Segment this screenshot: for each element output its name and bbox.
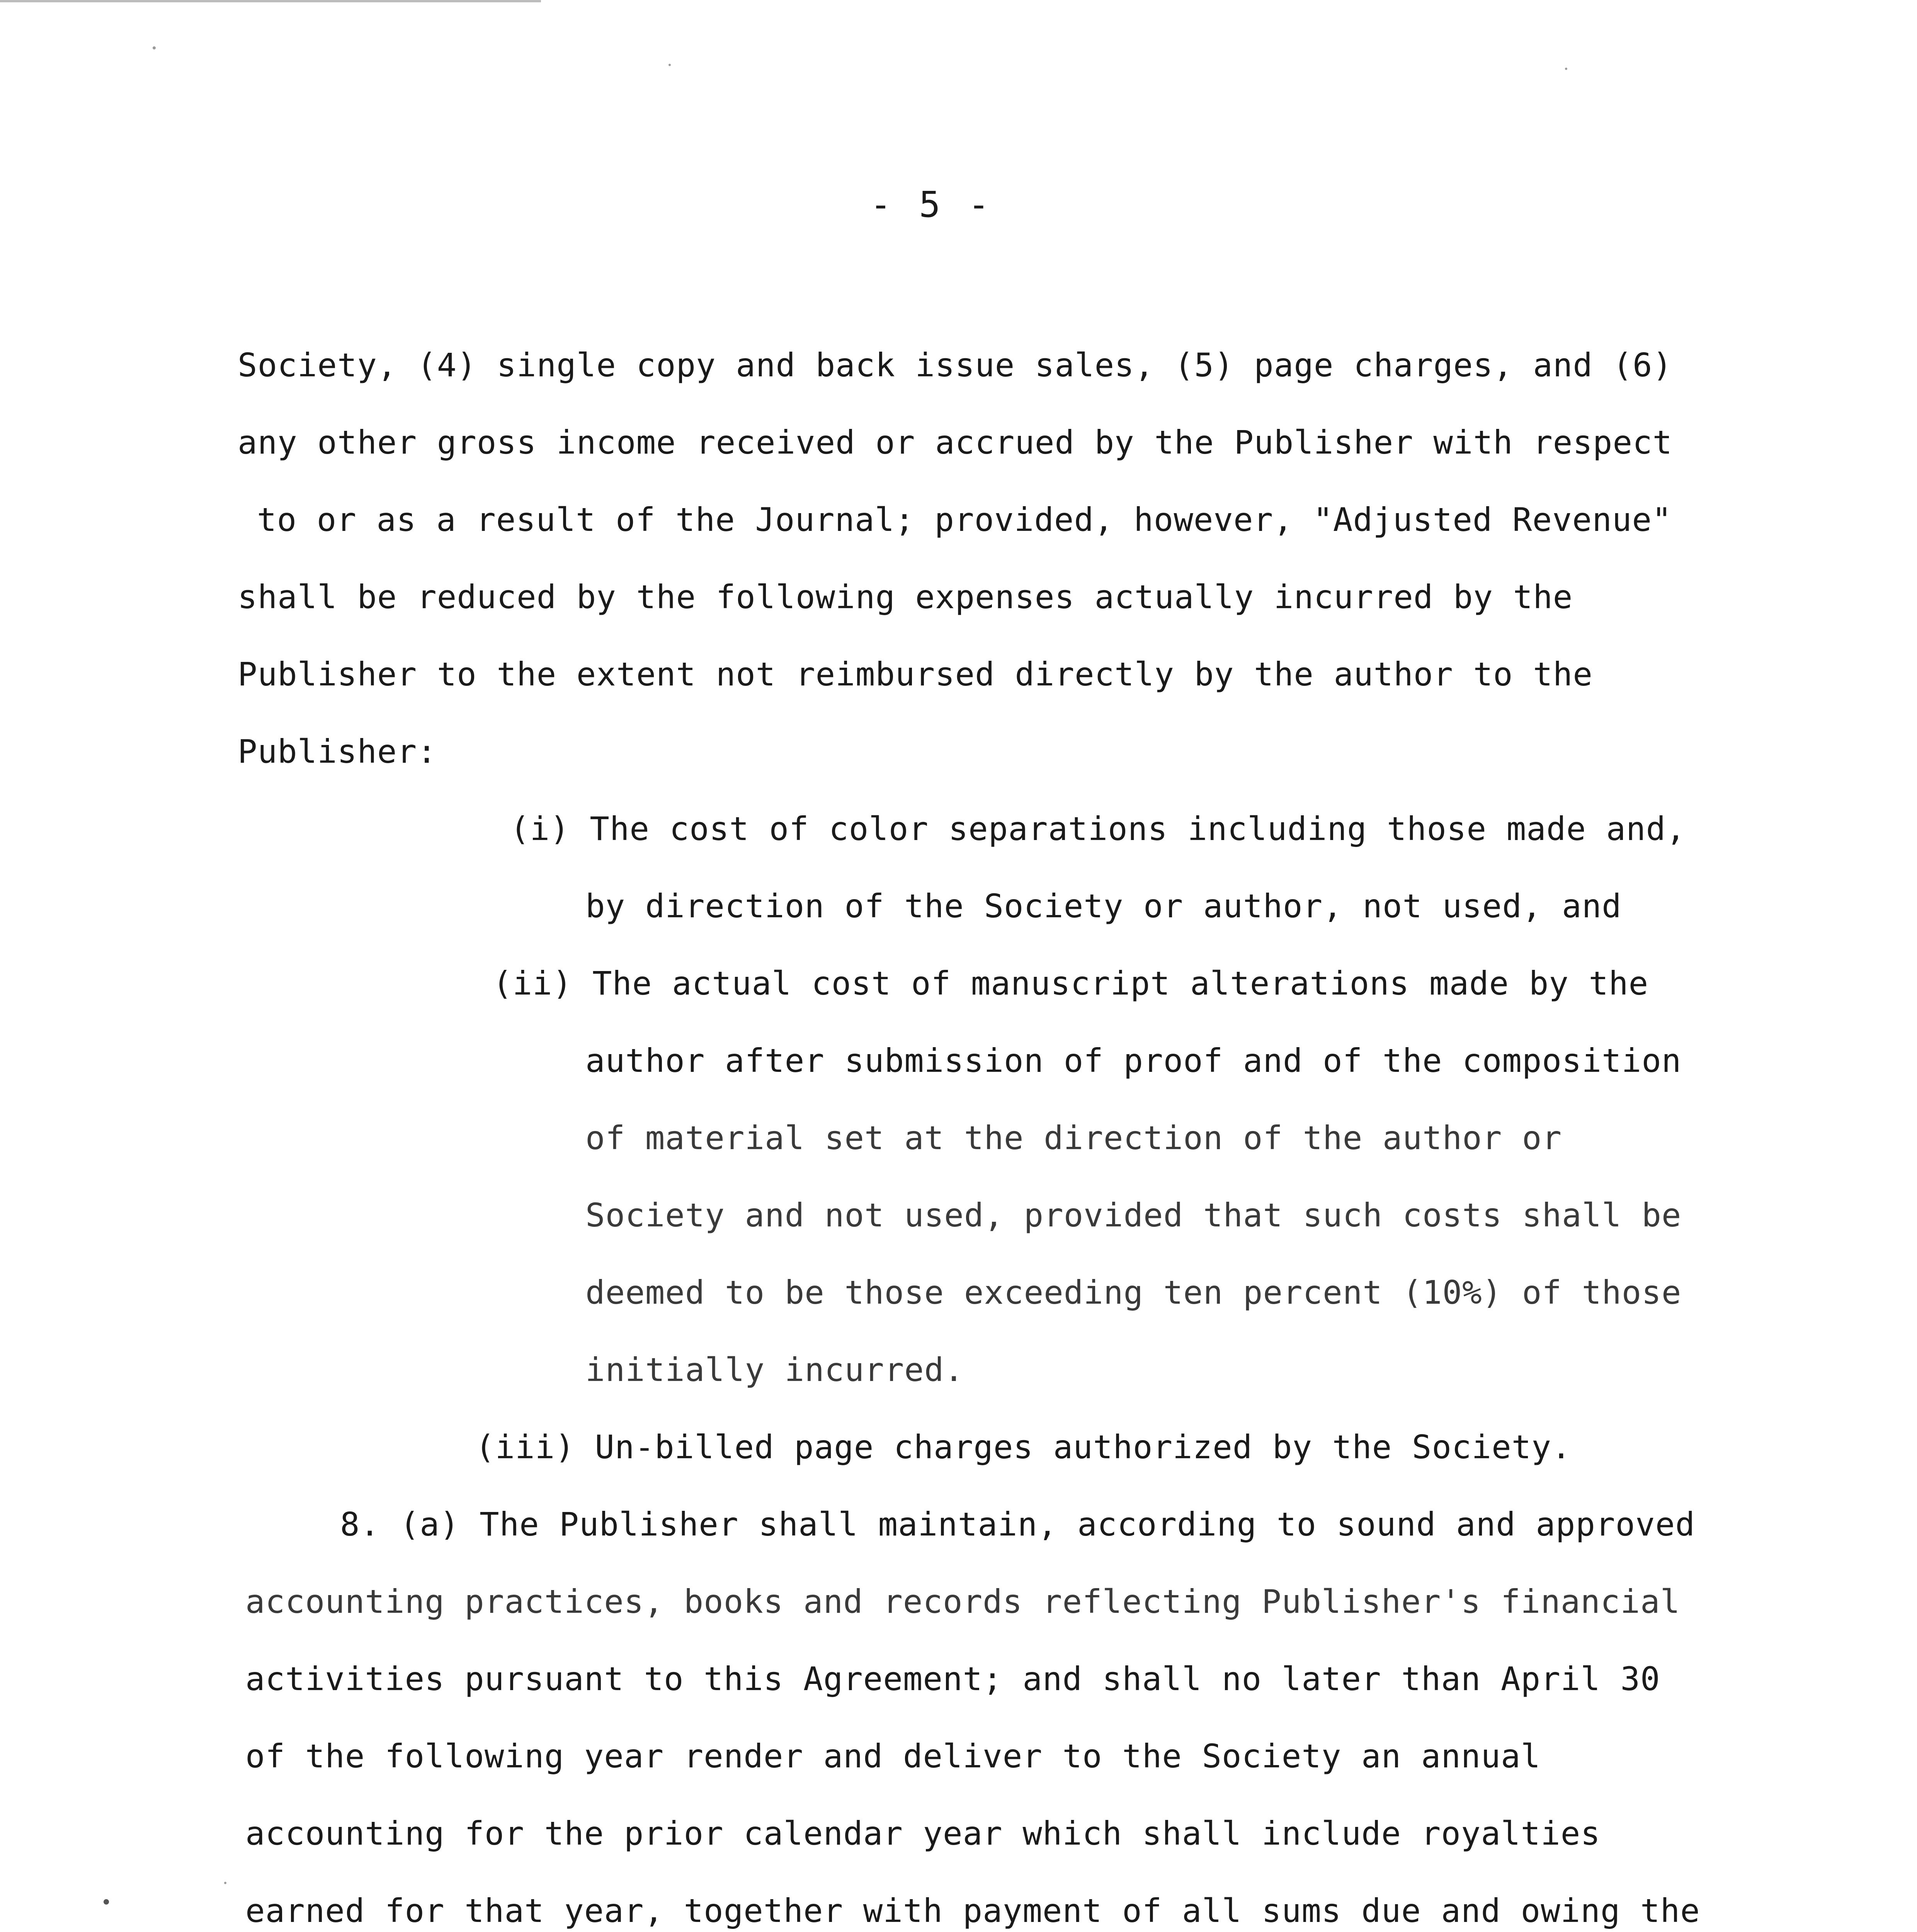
list-item-ii-continuation: deemed to be those exceeding ten percent (10%) of those: [585, 1274, 1682, 1311]
body-line: shall be reduced by the following expenses actually incurred by the: [238, 578, 1573, 616]
scan-speck: [224, 1882, 226, 1884]
body-line: Publisher:: [238, 733, 437, 770]
scan-speck: [104, 1899, 109, 1905]
body-line: any other gross income received or accrued by the Publisher with respect: [238, 423, 1673, 461]
list-item-ii-continuation: of material set at the direction of the author or: [585, 1119, 1562, 1157]
clause-8a-line: of the following year render and deliver to the Society an annual: [245, 1737, 1541, 1775]
clause-8a-line: accounting for the prior calendar year which shall include royalties: [245, 1815, 1601, 1852]
list-item-ii-continuation: initially incurred.: [585, 1351, 964, 1389]
scan-speck: [668, 64, 671, 66]
body-line: to or as a result of the Journal; provided, however, "Adjusted Revenue": [257, 501, 1672, 539]
clause-8a-line: activities pursuant to this Agreement; and shall no later than April 30: [245, 1660, 1660, 1698]
clause-8a-line: accounting practices, books and records reflecting Publisher's financial: [245, 1583, 1681, 1621]
list-item-ii-continuation: Society and not used, provided that such costs shall be: [585, 1196, 1682, 1234]
scan-edge-rule: [0, 0, 541, 2]
list-item-iii: (iii) Un-billed page charges authorized by the Society.: [475, 1428, 1572, 1466]
clause-8a-line: 8. (a) The Publisher shall maintain, according to sound and approved: [340, 1505, 1695, 1543]
scan-speck: [153, 46, 156, 49]
list-item-i: (i) The cost of color separations including those made and,: [510, 810, 1686, 848]
body-line: Society, (4) single copy and back issue sales, (5) page charges, and (6): [238, 346, 1673, 384]
list-item-i-continuation: by direction of the Society or author, not used, and: [585, 887, 1622, 925]
scan-speck: [1565, 68, 1567, 70]
list-item-ii: (ii) The actual cost of manuscript alterations made by the: [493, 964, 1649, 1002]
page-number: - 5 -: [870, 184, 993, 225]
clause-8a-line: earned for that year, together with payment of all sums due and owing the: [245, 1892, 1700, 1930]
body-line: Publisher to the extent not reimbursed directly by the author to the: [238, 655, 1593, 693]
list-item-ii-continuation: author after submission of proof and of the composition: [585, 1042, 1682, 1080]
